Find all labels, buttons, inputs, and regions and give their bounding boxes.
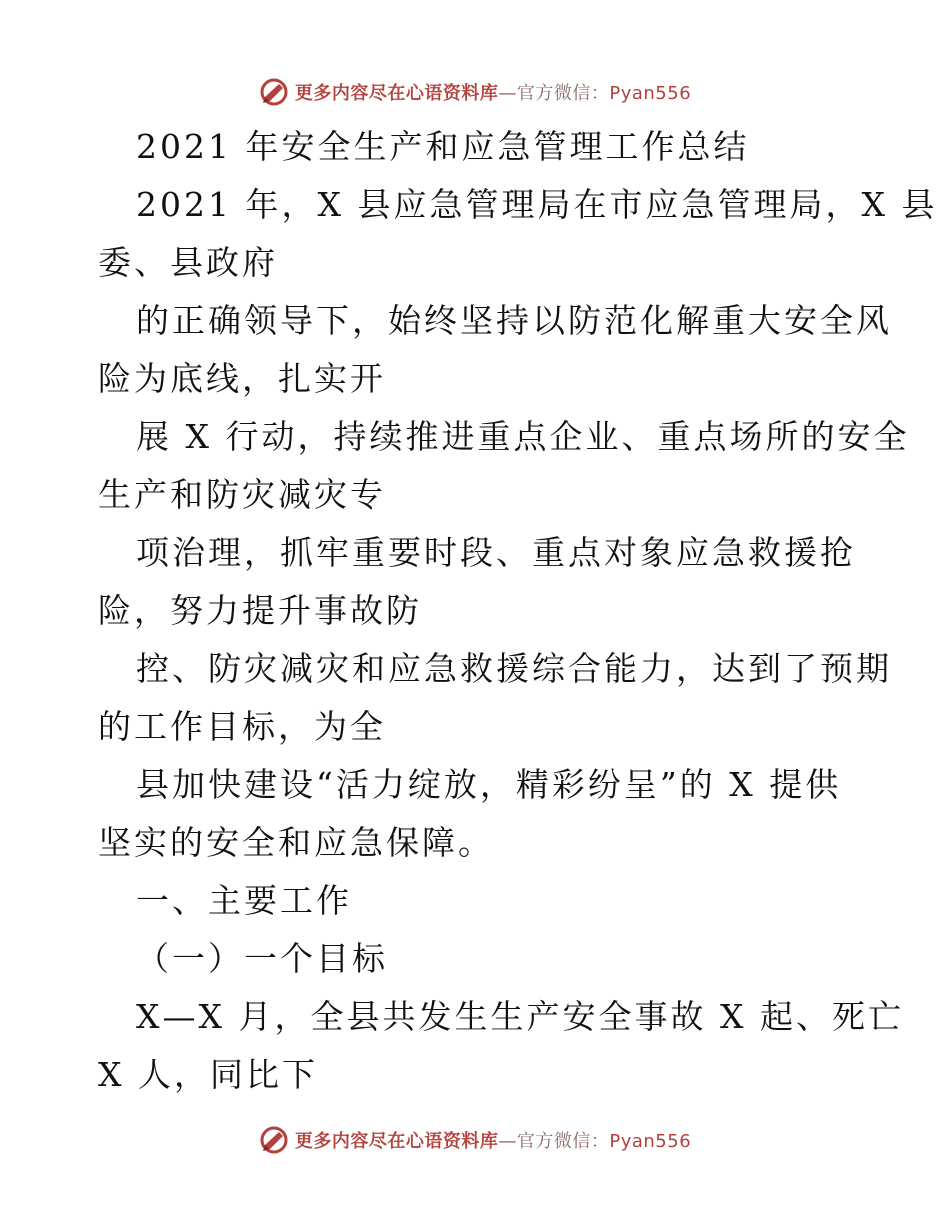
paragraph-line: 险，努力提升事故防 bbox=[98, 591, 422, 630]
banner-text bbox=[295, 79, 691, 105]
document-body bbox=[98, 118, 938, 1104]
section-heading: 一、主要工作 bbox=[136, 881, 352, 920]
banner-separator: — bbox=[498, 1131, 517, 1152]
header-banner bbox=[0, 72, 950, 112]
paragraph-line: 控、防灾减灾和应急救援综合能力，达到了预期 bbox=[136, 649, 892, 688]
banner-site-name: 更多内容尽在心语资料库 bbox=[294, 83, 499, 104]
subsection-heading: （一）一个目标 bbox=[136, 939, 388, 978]
paragraph-line: X 人，同比下 bbox=[98, 1055, 318, 1094]
banner-text bbox=[295, 1127, 691, 1153]
paragraph-line: 委、县政府 bbox=[98, 243, 278, 282]
paragraph-line: 生产和防灾减灾专 bbox=[98, 475, 386, 514]
paragraph-line: 的正确领导下，始终坚持以防范化解重大安全风 bbox=[136, 301, 892, 340]
paragraph-line: 项治理，抓牢重要时段、重点对象应急救援抢 bbox=[136, 533, 856, 572]
paragraph-line: X—X 月，全县共发生生产安全事故 X 起、死亡 bbox=[136, 997, 904, 1036]
paragraph-line: 险为底线，扎实开 bbox=[98, 359, 386, 398]
document-title: 2021 年安全生产和应急管理工作总结 bbox=[136, 127, 750, 166]
banner-wechat-id: Pyan556 bbox=[609, 83, 692, 104]
banner-separator: — bbox=[498, 83, 517, 104]
banner-wechat-label: 官方微信： bbox=[516, 83, 610, 104]
banner-wechat-id: Pyan556 bbox=[609, 1131, 692, 1152]
pen-logo-icon bbox=[259, 77, 289, 107]
paragraph-line: 县加快建设“活力绽放，精彩纷呈”的 X 提供 bbox=[136, 765, 842, 804]
paragraph-line: 的工作目标，为全 bbox=[98, 707, 386, 746]
pen-logo-icon bbox=[259, 1125, 289, 1155]
paragraph-line: 2021 年，X 县应急管理局在市应急管理局，X 县 bbox=[136, 185, 938, 224]
footer-banner bbox=[0, 1120, 950, 1160]
banner-site-name: 更多内容尽在心语资料库 bbox=[294, 1131, 499, 1152]
banner-wechat-label: 官方微信： bbox=[516, 1131, 610, 1152]
paragraph-line: 展 X 行动，持续推进重点企业、重点场所的安全 bbox=[136, 417, 910, 456]
paragraph-line: 坚实的安全和应急保障。 bbox=[98, 823, 494, 862]
